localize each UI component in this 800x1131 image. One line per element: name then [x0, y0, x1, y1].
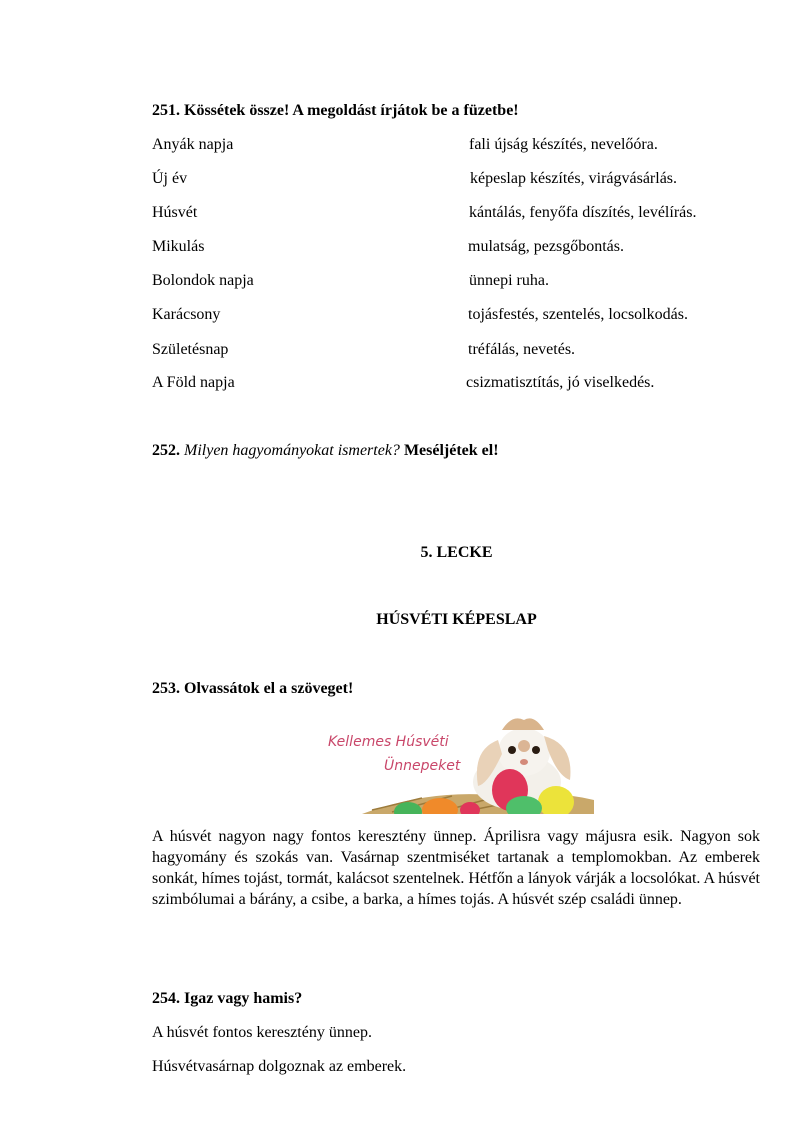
- banner-greeting-line1: Kellemes Húsvéti: [328, 734, 449, 750]
- exercise-252-instruction: Meséljétek el!: [403, 442, 499, 459]
- banner-greeting-line2: Ünnepeket: [384, 758, 461, 774]
- reading-text: A húsvét nagyon nagy fontos keresztény ünnep. Áprilisra vagy májusra esik. Nagyon sok hagyomány és szokás van. Vasárnap szentmiséket tartanak a templomokban. Az emberek sonkát, hímes tojást, tormát, kalácsot szentelnek. Hétfőn a lányok várják a locsolókat. A húsvét szimbólumai a bárány, a csibe, a barka, a hímes tojás. A húsvét szép családi ünnep.: [152, 828, 760, 908]
- easter-banner-image: [312, 710, 594, 814]
- true-false-statement: A húsvét fontos keresztény ünnep.: [152, 1024, 372, 1041]
- match-right-item: képeslap készítés, virágvásárlás.: [470, 170, 678, 187]
- true-false-statement: Húsvétvasárnap dolgoznak az emberek.: [152, 1058, 407, 1075]
- match-right-item: fali újság készítés, nevelőóra.: [469, 136, 658, 153]
- match-right-item: ünnepi ruha.: [469, 272, 549, 289]
- match-left-item: Karácsony: [152, 306, 221, 323]
- exercise-251-title: 251. Kössétek össze! A megoldást írjátok be a füzetbe!: [152, 102, 519, 119]
- match-left-item: Mikulás: [152, 238, 205, 255]
- match-right-item: mulatság, pezsgőbontás.: [468, 238, 624, 255]
- lesson-title: HÚSVÉTI KÉPESLAP: [376, 611, 537, 628]
- match-right-item: tréfálás, nevetés.: [468, 341, 576, 358]
- match-right-item: tojásfestés, szentelés, locsolkodás.: [468, 306, 688, 323]
- match-left-item: Anyák napja: [152, 136, 234, 153]
- exercise-254-title: 254. Igaz vagy hamis?: [152, 990, 303, 1007]
- match-left-item: Húsvét: [152, 204, 198, 221]
- exercise-253-title: 253. Olvassátok el a szöveget!: [152, 680, 354, 697]
- match-right-item: kántálás, fenyőfa díszítés, levélírás.: [469, 204, 697, 221]
- exercise-252: [152, 442, 499, 460]
- match-right-item: csizmatisztítás, jó viselkedés.: [466, 374, 655, 391]
- exercise-252-number: 252.: [152, 442, 180, 459]
- match-left-item: Születésnap: [152, 341, 229, 358]
- match-left-item: Bolondok napja: [152, 272, 254, 289]
- match-left-item: Új év: [152, 170, 188, 187]
- exercise-252-question: Milyen hagyományokat ismertek?: [184, 442, 400, 459]
- lesson-number: 5. LECKE: [420, 544, 493, 561]
- match-left-item: A Föld napja: [152, 374, 235, 391]
